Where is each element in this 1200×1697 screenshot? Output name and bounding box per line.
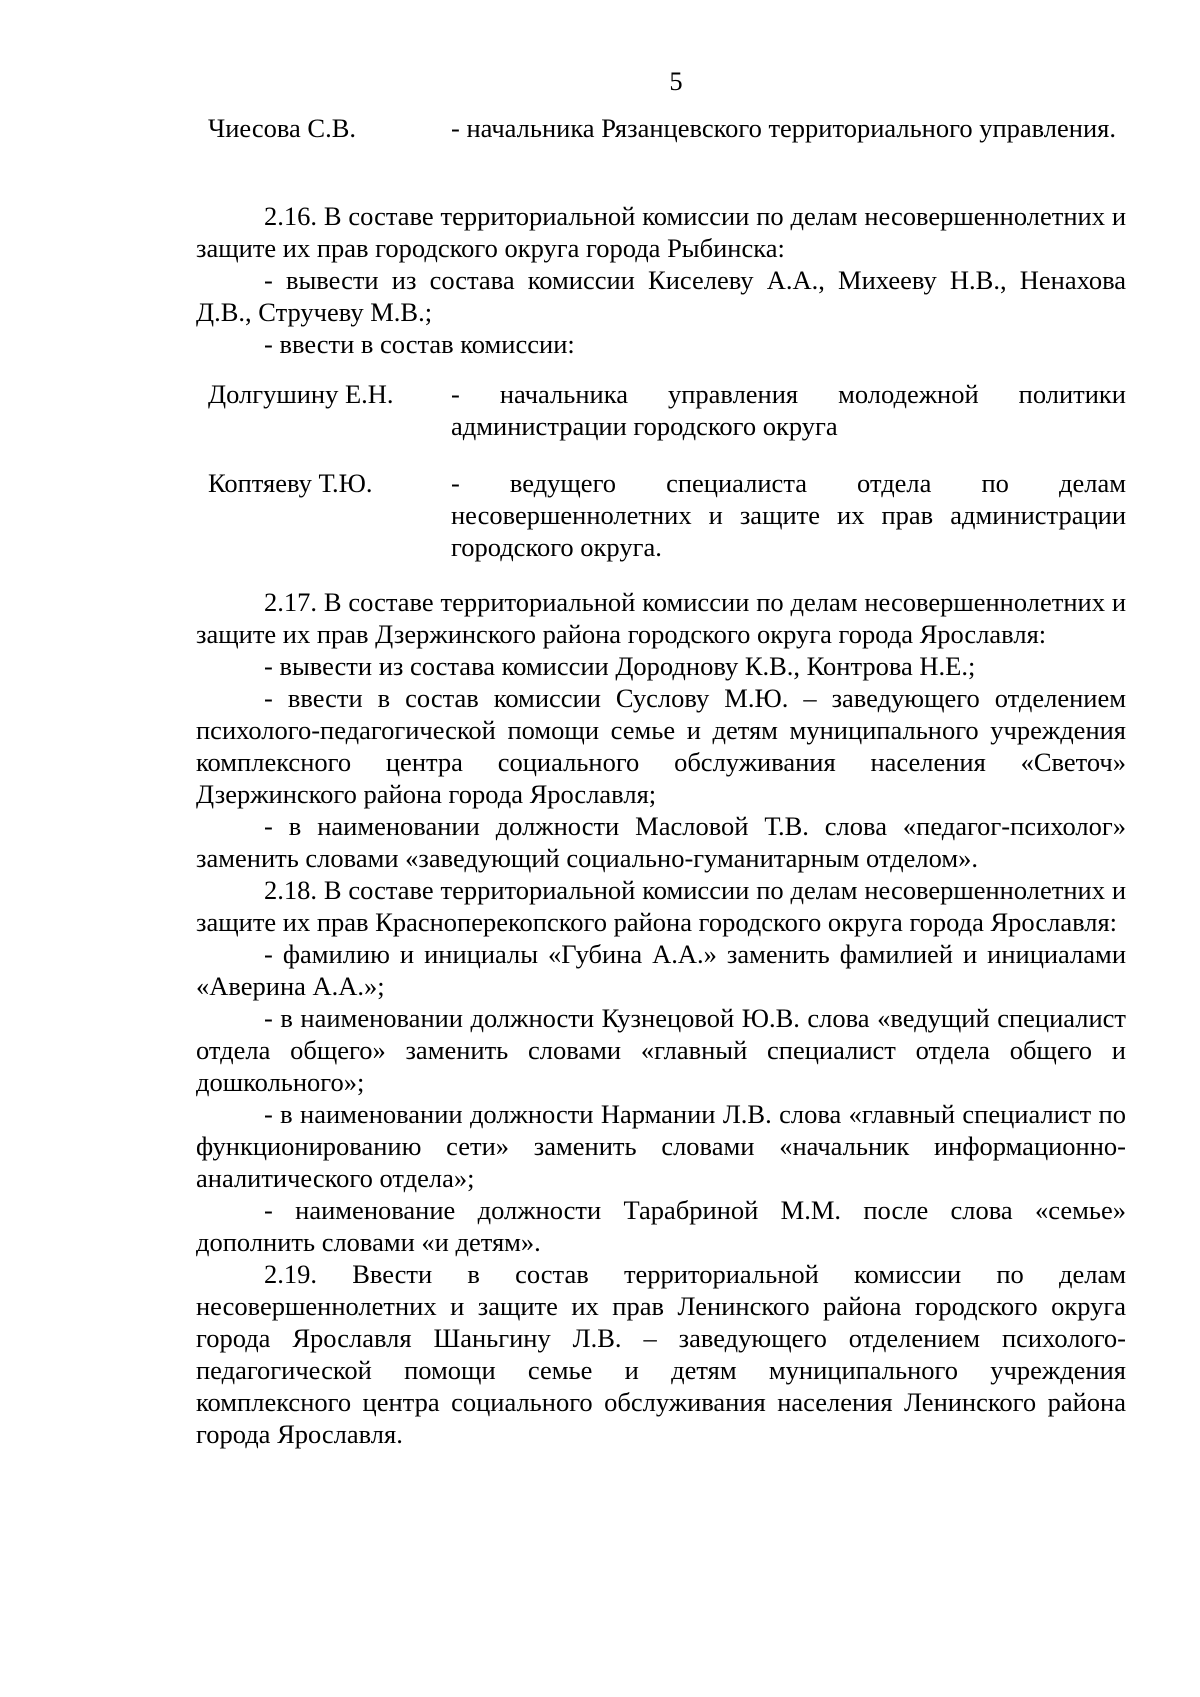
member-name: Долгушину Е.Н. <box>208 379 394 409</box>
section-2-16 <box>196 200 1126 360</box>
remove-members: - вывести из состава комиссии Киселеву А.А., Михееву Н.В., Ненахова Д.В., Стручеву М.В.; <box>196 265 1126 327</box>
section-2-18-item: - в наименовании должности Нармании Л.В. слова «главный специалист по функционированию сети» заменить словами «начальник информационно-аналитического отдела»; <box>196 1099 1126 1193</box>
section-2-17-add: - ввести в состав комиссии Суслову М.Ю. – заведующего отделением психолого-педагогической помощи семье и детям муниципального учреждения комплексного центра социального обслуживания населения «Светоч» Дзержинского района города Ярославля; <box>196 683 1126 809</box>
section-2-18-item: - наименование должности Тарабриной М.М. после слова «семье» дополнить словами «и детям». <box>196 1195 1126 1257</box>
member-position: - начальника Рязанцевского территориального управления. <box>451 113 1116 143</box>
section-2-19: 2.19. Ввести в состав территориальной комиссии по делам несовершеннолетних и защите их прав Ленинского района городского округа города Ярославля Шаньгину Л.В. – заведующего отделением психолого-педагогической помощи семье и детям муниципального учреждения комплексного центра социального обслуживания населения Ленинского района города Ярославля. <box>196 1259 1126 1449</box>
member-position: - начальника управления молодежной политики администрации городского округа <box>451 379 1126 441</box>
section-2-17-rename: - в наименовании должности Масловой Т.В. слова «педагог-психолог» заменить словами «заведующий социально-гуманитарным отделом». <box>196 811 1126 873</box>
member-name: Чиесова С.В. <box>208 113 356 143</box>
section-2-18-intro: 2.18. В составе территориальной комиссии по делам несовершеннолетних и защите их прав Красноперекопского района городского округа города Ярославля: <box>196 875 1126 937</box>
member-name: Коптяеву Т.Ю. <box>208 468 373 498</box>
page-number: 5 <box>669 66 683 96</box>
add-members: - ввести в состав комиссии: <box>264 329 575 359</box>
member-position: - ведущего специалиста отдела по делам несовершеннолетних и защите их прав администрации городского округа. <box>451 468 1126 562</box>
section-2-17-remove: - вывести из состава комиссии Дороднову К.В., Контрова Н.Е.; <box>264 651 976 681</box>
section-intro: 2.16. В составе территориальной комиссии по делам несовершеннолетних и защите их прав городского округа города Рыбинска: <box>196 201 1126 263</box>
sections-body <box>196 586 1126 1450</box>
section-2-18-item: - фамилию и инициалы «Губина А.А.» заменить фамилией и инициалами «Аверина А.А.»; <box>196 939 1126 1001</box>
section-2-18-item: - в наименовании должности Кузнецовой Ю.В. слова «ведущий специалист отдела общего» заменить словами «главный специалист отдела общего и дошкольного»; <box>196 1003 1126 1097</box>
section-2-17-intro: 2.17. В составе территориальной комиссии по делам несовершеннолетних и защите их прав Дзержинского района городского округа города Ярославля: <box>196 587 1126 649</box>
